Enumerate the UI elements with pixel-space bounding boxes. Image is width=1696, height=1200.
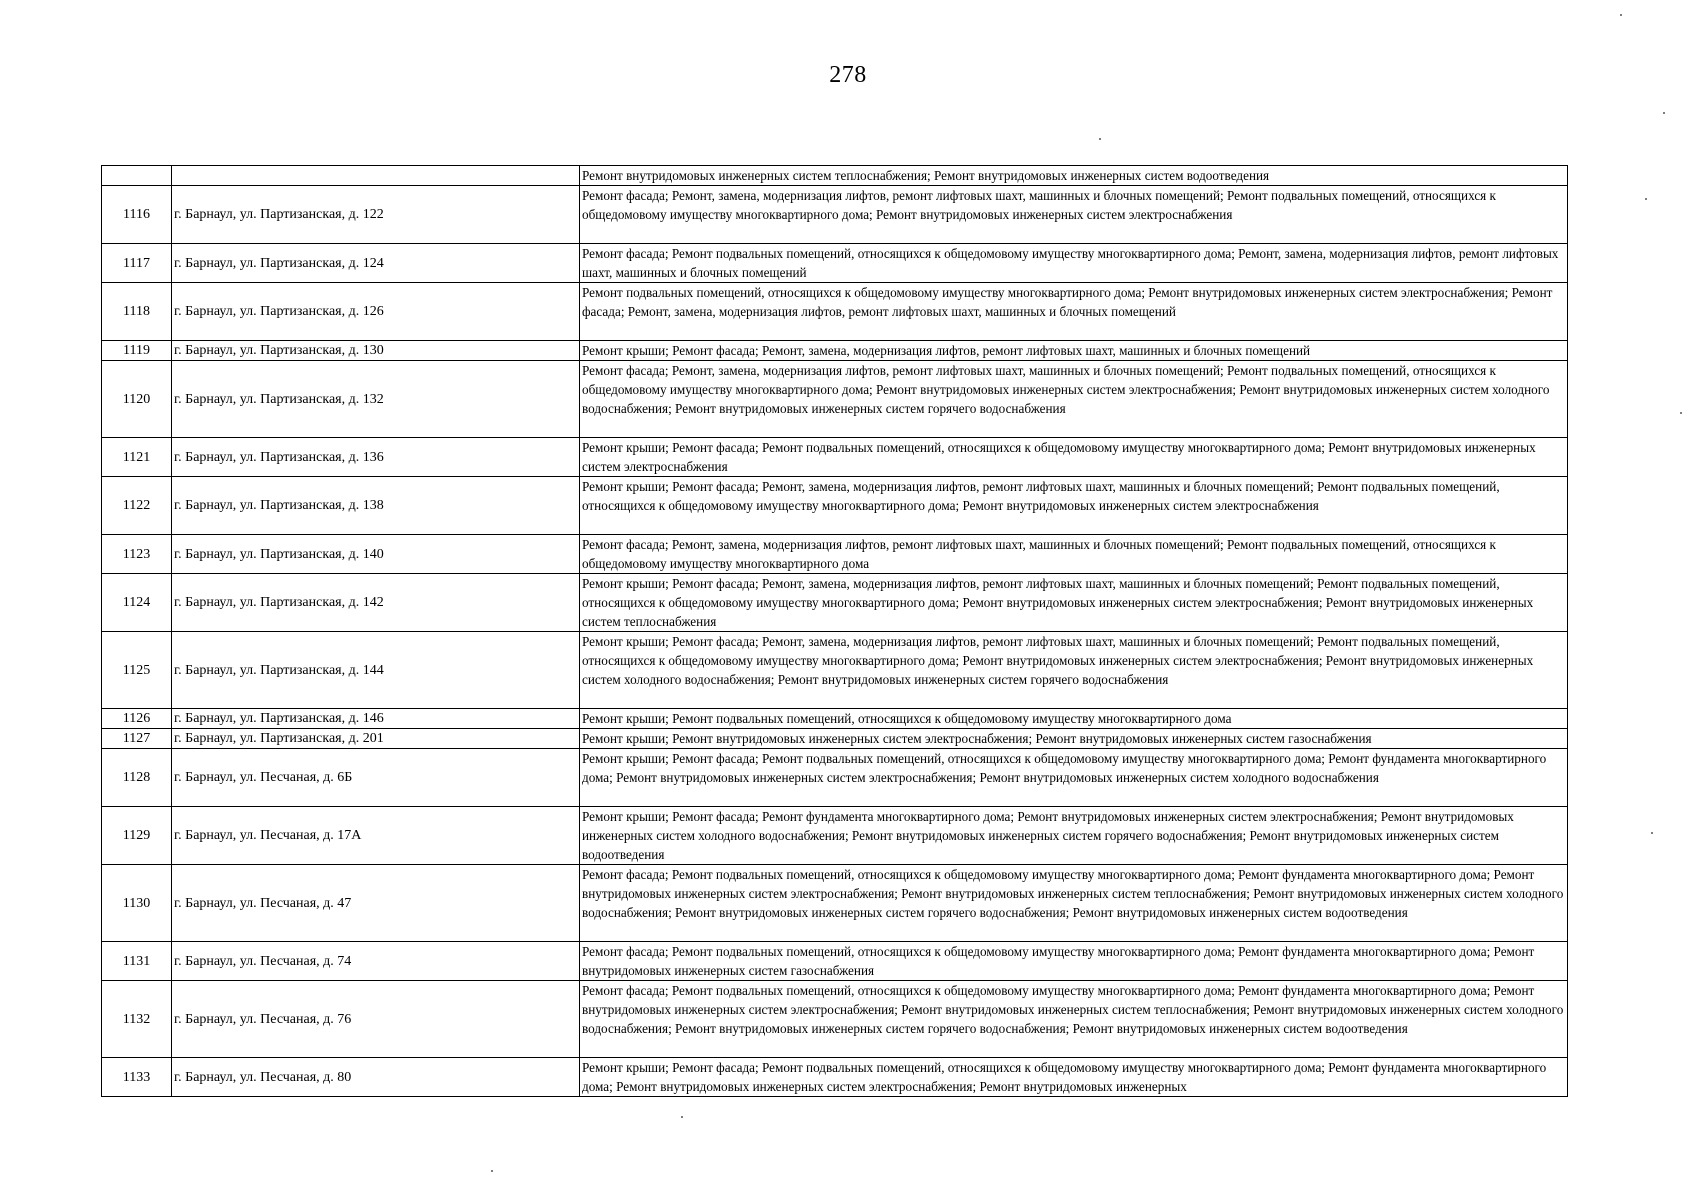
row-number: 1126	[102, 709, 172, 729]
row-address: г. Барнаул, ул. Партизанская, д. 140	[172, 535, 580, 574]
row-works: Ремонт фасада; Ремонт, замена, модернизация лифтов, ремонт лифтовых шахт, машинных и блочных помещений; Ремонт подвальных помещений, относящихся к общедомовому имуществу многоквартирного дома; Ремонт внутридомовых инженерных систем электроснабжения; Ремонт внутридомовых инженерных систем холодного водоснабжения; Ремонт внутридомовых инженерных систем горячего водоснабжения	[580, 361, 1568, 438]
row-number: 1125	[102, 632, 172, 709]
row-address: г. Барнаул, ул. Партизанская, д. 122	[172, 186, 580, 244]
row-works: Ремонт крыши; Ремонт фасада; Ремонт подвальных помещений, относящихся к общедомовому имуществу многоквартирного дома; Ремонт внутридомовых инженерных систем электроснабжения	[580, 438, 1568, 477]
row-works: Ремонт фасада; Ремонт, замена, модернизация лифтов, ремонт лифтовых шахт, машинных и блочных помещений; Ремонт подвальных помещений, относящихся к общедомовому имуществу многоквартирного дома	[580, 535, 1568, 574]
row-number: 1121	[102, 438, 172, 477]
row-number: 1119	[102, 341, 172, 361]
table-row	[102, 729, 1568, 749]
row-number	[102, 166, 172, 186]
table-row	[102, 166, 1568, 186]
table-row	[102, 1058, 1568, 1097]
row-number: 1128	[102, 749, 172, 807]
row-works: Ремонт фасада; Ремонт подвальных помещений, относящихся к общедомовому имуществу многоквартирного дома; Ремонт фундамента многоквартирного дома; Ремонт внутридомовых инженерных систем газоснабжения	[580, 942, 1568, 981]
repair-table	[101, 165, 1568, 1097]
table-row	[102, 361, 1568, 438]
table-row	[102, 807, 1568, 865]
row-works: Ремонт крыши; Ремонт фасада; Ремонт, замена, модернизация лифтов, ремонт лифтовых шахт, машинных и блочных помещений; Ремонт подвальных помещений, относящихся к общедомовому имуществу многоквартирного дома; Ремонт внутридомовых инженерных систем электроснабжения; Ремонт внутридомовых инженерных систем теплоснабжения	[580, 574, 1568, 632]
row-address	[172, 166, 580, 186]
row-number: 1131	[102, 942, 172, 981]
row-works: Ремонт крыши; Ремонт подвальных помещений, относящихся к общедомовому имуществу многоквартирного дома	[580, 709, 1568, 729]
row-number: 1120	[102, 361, 172, 438]
row-address: г. Барнаул, ул. Партизанская, д. 124	[172, 244, 580, 283]
row-number: 1133	[102, 1058, 172, 1097]
row-works: Ремонт подвальных помещений, относящихся к общедомовому имуществу многоквартирного дома; Ремонт внутридомовых инженерных систем электроснабжения; Ремонт фасада; Ремонт, замена, модернизация лифтов, ремонт лифтовых шахт, машинных и блочных помещений	[580, 283, 1568, 341]
row-address: г. Барнаул, ул. Партизанская, д. 142	[172, 574, 580, 632]
row-number: 1132	[102, 981, 172, 1058]
row-number: 1123	[102, 535, 172, 574]
row-works: Ремонт крыши; Ремонт фасада; Ремонт подвальных помещений, относящихся к общедомовому имуществу многоквартирного дома; Ремонт фундамента многоквартирного дома; Ремонт внутридомовых инженерных систем электроснабжения; Ремонт внутридомовых инженерных систем холодного водоснабжения	[580, 749, 1568, 807]
row-number: 1124	[102, 574, 172, 632]
row-number: 1130	[102, 865, 172, 942]
table-row	[102, 749, 1568, 807]
row-address: г. Барнаул, ул. Партизанская, д. 146	[172, 709, 580, 729]
row-works: Ремонт крыши; Ремонт фасада; Ремонт, замена, модернизация лифтов, ремонт лифтовых шахт, машинных и блочных помещений; Ремонт подвальных помещений, относящихся к общедомовому имуществу многоквартирного дома; Ремонт внутридомовых инженерных систем электроснабжения; Ремонт внутридомовых инженерных систем холодного водоснабжения; Ремонт внутридомовых инженерных систем горячего водоснабжения	[580, 632, 1568, 709]
scan-speck	[1651, 832, 1653, 834]
page-number: 278	[829, 62, 867, 88]
scan-speck	[1680, 412, 1682, 414]
row-address: г. Барнаул, ул. Партизанская, д. 138	[172, 477, 580, 535]
table-row	[102, 632, 1568, 709]
scan-speck	[1663, 112, 1665, 114]
row-works: Ремонт крыши; Ремонт фасада; Ремонт, замена, модернизация лифтов, ремонт лифтовых шахт, машинных и блочных помещений; Ремонт подвальных помещений, относящихся к общедомовому имуществу многоквартирного дома; Ремонт внутридомовых инженерных систем электроснабжения	[580, 477, 1568, 535]
table-row	[102, 535, 1568, 574]
row-works: Ремонт фасада; Ремонт подвальных помещений, относящихся к общедомовому имуществу многоквартирного дома; Ремонт, замена, модернизация лифтов, ремонт лифтовых шахт, машинных и блочных помещений	[580, 244, 1568, 283]
scan-speck	[491, 1170, 493, 1172]
table-row	[102, 438, 1568, 477]
table-row	[102, 574, 1568, 632]
table-row	[102, 865, 1568, 942]
row-address: г. Барнаул, ул. Песчаная, д. 80	[172, 1058, 580, 1097]
row-address: г. Барнаул, ул. Песчаная, д. 6Б	[172, 749, 580, 807]
table-row	[102, 981, 1568, 1058]
row-address: г. Барнаул, ул. Песчаная, д. 76	[172, 981, 580, 1058]
row-works: Ремонт крыши; Ремонт фасада; Ремонт подвальных помещений, относящихся к общедомовому имуществу многоквартирного дома; Ремонт фундамента многоквартирного дома; Ремонт внутридомовых инженерных систем электроснабжения; Ремонт внутридомовых инженерных	[580, 1058, 1568, 1097]
row-address: г. Барнаул, ул. Партизанская, д. 201	[172, 729, 580, 749]
row-address: г. Барнаул, ул. Партизанская, д. 136	[172, 438, 580, 477]
row-address: г. Барнаул, ул. Партизанская, д. 126	[172, 283, 580, 341]
row-address: г. Барнаул, ул. Песчаная, д. 17А	[172, 807, 580, 865]
scan-speck	[681, 1116, 683, 1118]
table-row	[102, 244, 1568, 283]
scan-speck	[1645, 198, 1647, 200]
row-number: 1118	[102, 283, 172, 341]
row-number: 1117	[102, 244, 172, 283]
table-row	[102, 942, 1568, 981]
row-address: г. Барнаул, ул. Партизанская, д. 130	[172, 341, 580, 361]
table-row	[102, 341, 1568, 361]
row-address: г. Барнаул, ул. Песчаная, д. 74	[172, 942, 580, 981]
row-works: Ремонт фасада; Ремонт, замена, модернизация лифтов, ремонт лифтовых шахт, машинных и блочных помещений; Ремонт подвальных помещений, относящихся к общедомовому имуществу многоквартирного дома; Ремонт внутридомовых инженерных систем электроснабжения	[580, 186, 1568, 244]
row-address: г. Барнаул, ул. Партизанская, д. 144	[172, 632, 580, 709]
table-row	[102, 283, 1568, 341]
row-works: Ремонт крыши; Ремонт фасада; Ремонт, замена, модернизация лифтов, ремонт лифтовых шахт, машинных и блочных помещений	[580, 341, 1568, 361]
table-row	[102, 186, 1568, 244]
row-number: 1127	[102, 729, 172, 749]
scan-speck	[1099, 138, 1101, 140]
row-works: Ремонт крыши; Ремонт внутридомовых инженерных систем электроснабжения; Ремонт внутридомовых инженерных систем газоснабжения	[580, 729, 1568, 749]
row-works: Ремонт крыши; Ремонт фасада; Ремонт фундамента многоквартирного дома; Ремонт внутридомовых инженерных систем электроснабжения; Ремонт внутридомовых инженерных систем холодного водоснабжения; Ремонт внутридомовых инженерных систем горячего водоснабжения; Ремонт внутридомовых инженерных систем водоотведения	[580, 807, 1568, 865]
row-number: 1116	[102, 186, 172, 244]
row-works: Ремонт фасада; Ремонт подвальных помещений, относящихся к общедомовому имуществу многоквартирного дома; Ремонт фундамента многоквартирного дома; Ремонт внутридомовых инженерных систем электроснабжения; Ремонт внутридомовых инженерных систем теплоснабжения; Ремонт внутридомовых инженерных систем холодного водоснабжения; Ремонт внутридомовых инженерных систем горячего водоснабжения; Ремонт внутридомовых инженерных систем водоотведения	[580, 981, 1568, 1058]
row-address: г. Барнаул, ул. Песчаная, д. 47	[172, 865, 580, 942]
row-number: 1129	[102, 807, 172, 865]
table-row	[102, 477, 1568, 535]
row-number: 1122	[102, 477, 172, 535]
row-works: Ремонт фасада; Ремонт подвальных помещений, относящихся к общедомовому имуществу многоквартирного дома; Ремонт фундамента многоквартирного дома; Ремонт внутридомовых инженерных систем электроснабжения; Ремонт внутридомовых инженерных систем теплоснабжения; Ремонт внутридомовых инженерных систем холодного водоснабжения; Ремонт внутридомовых инженерных систем горячего водоснабжения; Ремонт внутридомовых инженерных систем водоотведения	[580, 865, 1568, 942]
scan-speck	[1620, 14, 1622, 16]
row-works: Ремонт внутридомовых инженерных систем теплоснабжения; Ремонт внутридомовых инженерных систем водоотведения	[580, 166, 1568, 186]
table-row	[102, 709, 1568, 729]
row-address: г. Барнаул, ул. Партизанская, д. 132	[172, 361, 580, 438]
